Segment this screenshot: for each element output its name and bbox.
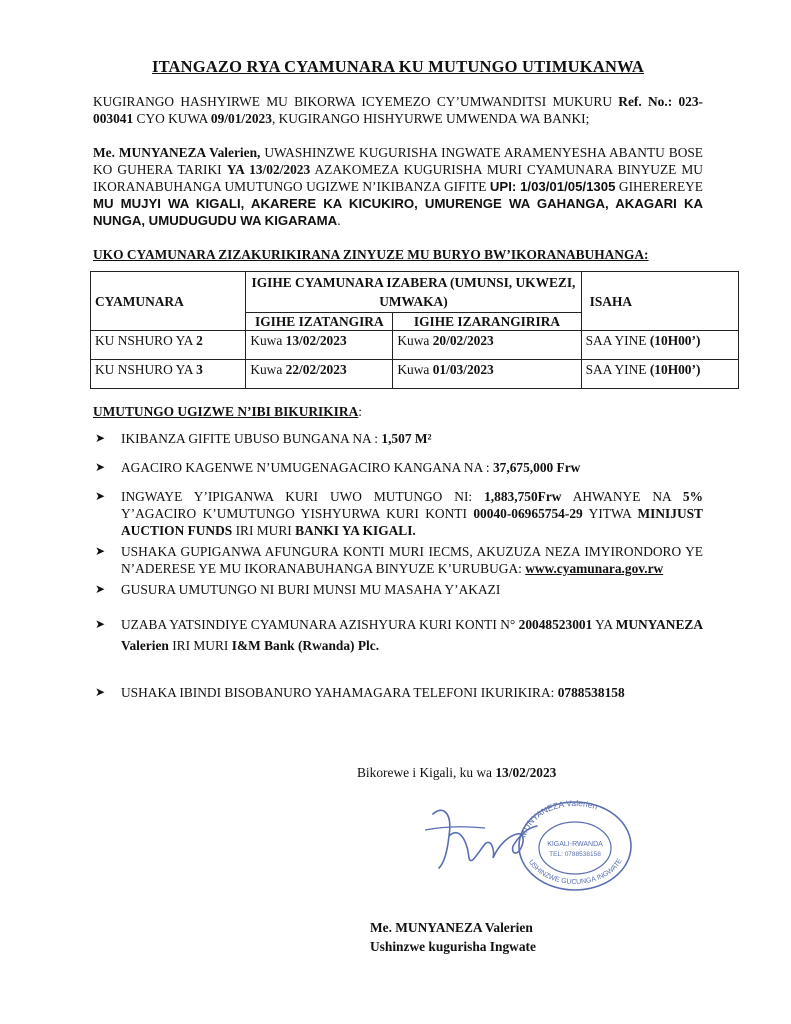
row-end: Kuwa 20/02/2023 — [393, 331, 581, 360]
auction-schedule-table — [90, 271, 739, 389]
header-igihe: IGIHE CYAMUNARA IZABERA (UMUNSI, UKWEZI, UMWAKA) — [246, 272, 581, 313]
notice-paragraph — [93, 144, 703, 229]
arrow-bullet-icon: ➤ — [95, 489, 106, 503]
start-date: YA 13/02/2023 — [226, 162, 311, 177]
header-isaha: ISAHA — [581, 272, 738, 331]
row-label: KU NSHURO YA 3 — [91, 360, 246, 389]
list-item: ➤ UZABA YATSINDIYE CYAMUNARA AZISHYURA KURI KONTI N° 20048523001 YA MUNYANEZA Valerien IRI MURI I&M Bank (Rwanda) Plc. — [93, 614, 703, 656]
list-item: ➤ INGWAYE Y’IPIGANWA KURI UWO MUTUNGO NI: 1,883,750Frw AHWANYE NA 5% Y’AGACIRO K’UMUTUNGO YISHYURWA KURI KONTI 00040-06965754-29 YITWA MINIJUST AUCTION FUNDS IRI MURI BANKI YA KIGALI. — [95, 489, 703, 538]
row-end: Kuwa 01/03/2023 — [393, 360, 581, 389]
intro-text-2: CYO KUWA — [133, 111, 211, 126]
stamp-phone-text: TEL: 0788538158 — [549, 851, 601, 858]
list-item: ➤ USHAKA IBINDI BISOBANURO YAHAMAGARA TELEFONI IKURIKIRA: 0788538158 — [95, 685, 625, 700]
header-start: IGIHE IZATANGIRA — [246, 313, 393, 331]
signature-and-stamp — [425, 796, 635, 896]
website-link[interactable]: www.cyamunara.gov.rw — [525, 561, 664, 576]
intro-paragraph — [93, 93, 703, 127]
list-item: ➤ GUSURA UMUTUNGO NI BURI MUNSI MU MASAHA Y’AKAZI — [95, 582, 501, 597]
signer-role: Ushinzwe kugurisha Ingwate — [370, 939, 536, 954]
signature-drawing — [425, 796, 635, 896]
decision-date: 09/01/2023 — [210, 111, 272, 126]
list-item: ➤ IKIBANZA GIFITE UBUSO BUNGANA NA : 1,507 M² — [95, 431, 432, 446]
section-heading-schedule: UKO CYAMUNARA ZIZAKURIKIRANA ZINYUZE MU BURYO BW’IKORANABUHANGA: — [93, 247, 649, 262]
signing-place-date: Bikorewe i Kigali, ku wa 13/02/2023 — [357, 765, 557, 780]
document-body — [93, 58, 703, 701]
arrow-bullet-icon: ➤ — [95, 431, 106, 445]
intro-text-1: KUGIRANGO HASHYIRWE MU BIKORWA ICYEMEZO CY’UMWANDITSI MUKURU — [93, 94, 619, 109]
upi-number: UPI: 1/03/01/05/1305 — [489, 179, 616, 194]
table-row — [91, 360, 739, 389]
list-item: ➤ USHAKA GUPIGANWA AFUNGURA KONTI MURI IECMS, AKUZUZA NEZA IMYIRONDORO YE N’ADERESE YE MU IKORANABUHANGA BINYUZE K’URUBUGA: www.cyamunara.gov.rw — [95, 544, 703, 576]
list-item: ➤ AGACIRO KAGENWE N’UMUGENAGACIRO KANGANA NA : 37,675,000 Frw — [95, 460, 581, 475]
stamp-role-text: USHINZWE GUCUNGA INGWATE — [527, 857, 624, 886]
arrow-bullet-icon: ➤ — [95, 544, 106, 558]
section-heading-property-wrap: UMUTUNGO UGIZWE N’IBI BIKURIKIRA: — [93, 404, 362, 419]
section-heading-property: UMUTUNGO UGIZWE N’IBI BIKURIKIRA — [93, 404, 359, 419]
notice-text-1: UWASHINZWE KUGURISHA INGWATE ARAMENYESHA ABANTU BOSE KO GUHERA TARIKI — [93, 145, 703, 177]
signer-name: Me. MUNYANEZA Valerien — [370, 920, 533, 935]
notice-text-2: AZAKOMEZA KUGURISHA MURI CYAMUNARA BINYUZE MU IKORANABUHANGA UMUTUNGO UGIZWE N’IKIBANZA GIFITE — [93, 162, 703, 194]
stamp-city-text: KIGALI-RWANDA — [547, 841, 603, 848]
row-time: SAA YINE (10H00’) — [581, 331, 738, 360]
arrow-bullet-icon: ➤ — [95, 460, 106, 474]
notice-text-3: GIHEREREYE — [615, 179, 703, 194]
row-time: SAA YINE (10H00’) — [581, 360, 738, 389]
table-row — [91, 331, 739, 360]
auctioneer-name: Me. MUNYANEZA Valerien, — [93, 145, 261, 160]
arrow-bullet-icon: ➤ — [95, 685, 106, 699]
row-start: Kuwa 13/02/2023 — [246, 331, 393, 360]
arrow-bullet-icon: ➤ — [95, 582, 106, 596]
property-details-list — [93, 430, 703, 701]
header-end: IGIHE IZARANGIRIRA — [393, 313, 581, 331]
stamp-name-text: MUNYANEZA Valerien — [517, 797, 600, 839]
property-location: MU MUJYI WA KIGALI, AKARERE KA KICUKIRO, UMURENGE WA GAHANGA, AKAGARI KA NUNGA, UMUDUGUDU WA KIGARAMA — [93, 196, 703, 228]
signer-block — [370, 918, 536, 956]
reference-number: Ref. No.: 023-003041 — [93, 94, 703, 126]
arrow-bullet-icon: ➤ — [95, 617, 106, 631]
row-start: Kuwa 22/02/2023 — [246, 360, 393, 389]
document-title: ITANGAZO RYA CYAMUNARA KU MUTUNGO UTIMUKANWA — [151, 57, 645, 76]
notice-text-4: . — [337, 213, 341, 228]
row-label: KU NSHURO YA 2 — [91, 331, 246, 360]
intro-text-3: , KUGIRANGO HISHYURWE UMWENDA WA BANKI; — [271, 111, 590, 126]
table-header-row — [91, 272, 739, 313]
header-cyamunara: CYAMUNARA — [91, 272, 246, 331]
